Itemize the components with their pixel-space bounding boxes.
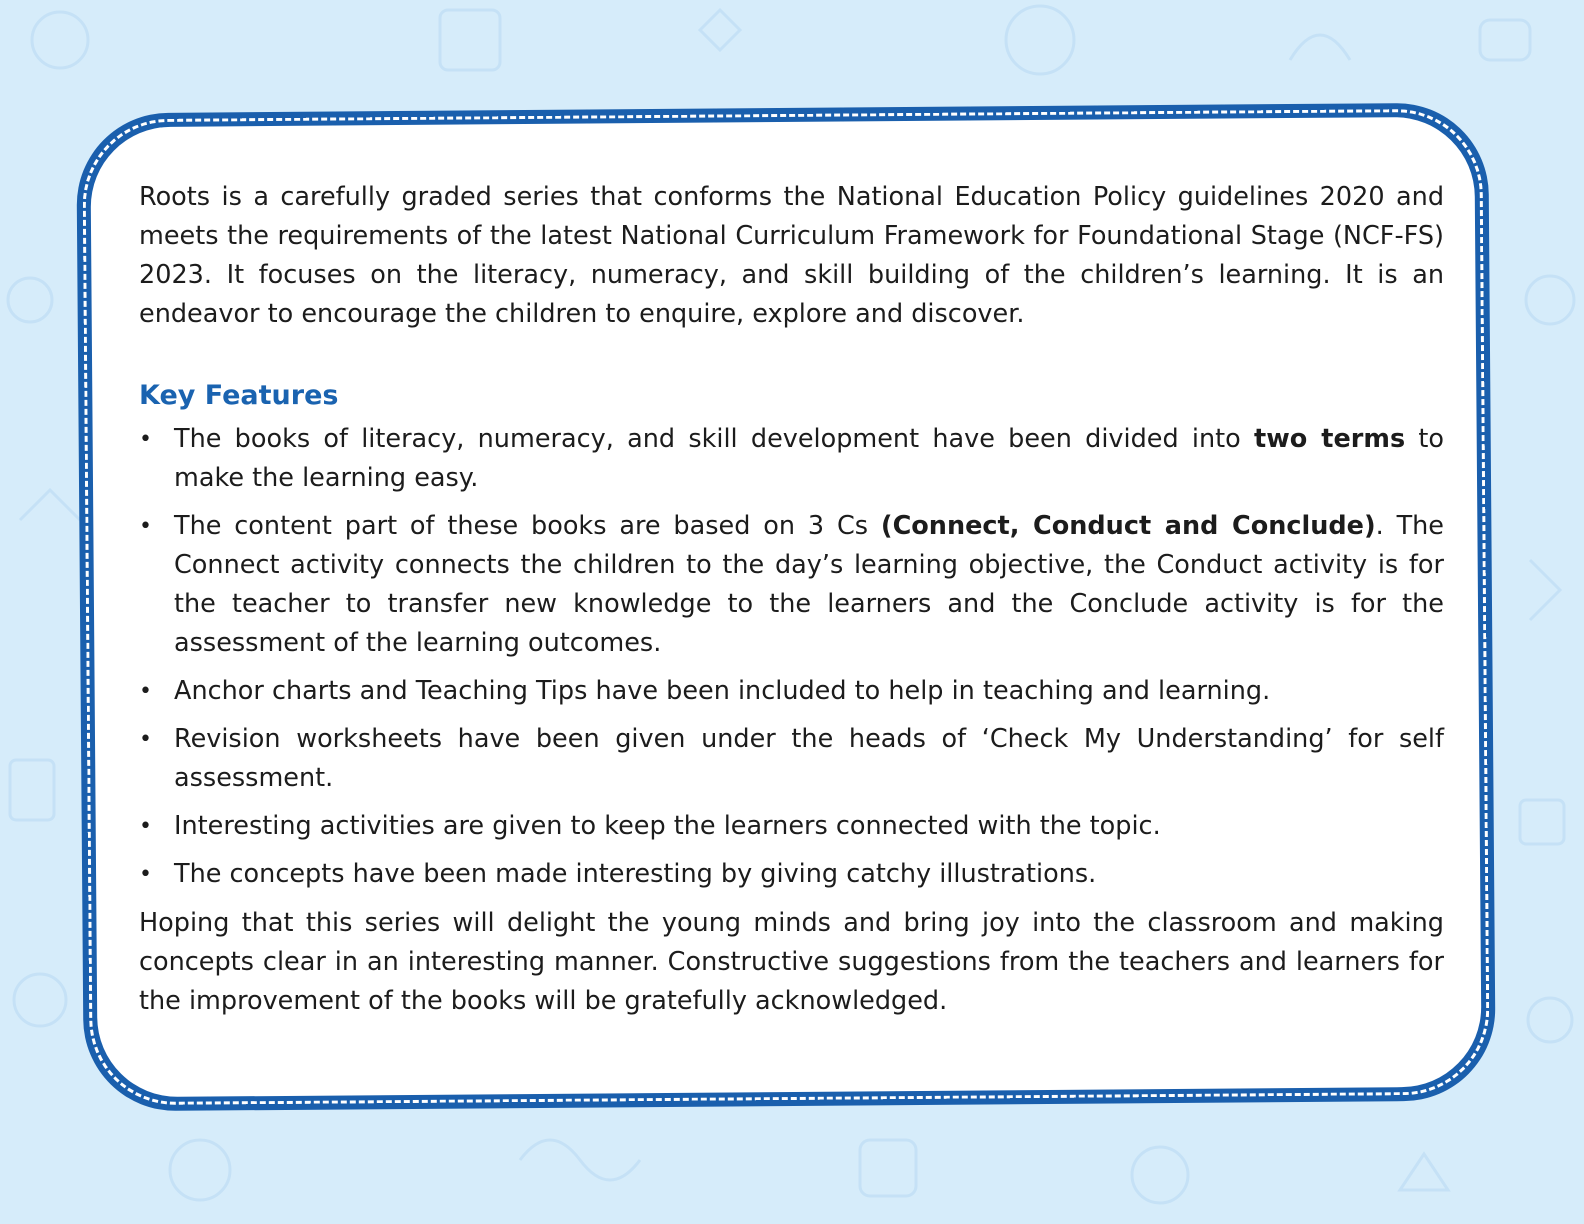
feature-item: • Anchor charts and Teaching Tips have been included to help in teaching and learning. <box>139 672 1444 711</box>
bullet-icon: • <box>139 427 152 452</box>
feature-item: • The content part of these books are based on 3 Cs (Connect, Conduct and Conclude). The Connect activity connects the children to the day’s learning objective, the Conduct activity is for the teacher to transfer new knowledge to the learners and the Conclude activity is for the assessment of the learning outcomes. <box>139 507 1444 663</box>
bullet-icon: • <box>139 727 152 752</box>
bullet-icon: • <box>139 514 152 539</box>
bullet-icon: • <box>139 814 152 839</box>
feature-item: • Interesting activities are given to keep the learners connected with the topic. <box>139 807 1444 846</box>
key-features-list <box>139 420 1444 894</box>
feature-item: • The books of literacy, numeracy, and skill development have been divided into two terms to make the learning easy. <box>139 420 1444 498</box>
intro-paragraph: Roots is a carefully graded series that conforms the National Education Policy guidelines 2020 and meets the requirements of the latest National Curriculum Framework for Foundational Stage (NCF-FS) 2023. It focuses on the literacy, numeracy, and skill building of the children’s learning. It is an endeavor to encourage the children to enquire, explore and discover. <box>139 182 1444 329</box>
bullet-icon: • <box>139 862 152 887</box>
card-content <box>139 178 1444 1021</box>
feature-item: • The concepts have been made interesting by giving catchy illustrations. <box>139 855 1444 894</box>
feature-emphasis: (Connect, Conduct and Conclude) <box>880 511 1376 541</box>
key-features-heading: Key Features <box>139 380 339 411</box>
feature-emphasis: two terms <box>1254 424 1406 454</box>
closing-paragraph: Hoping that this series will delight the young minds and bring joy into the classroom and making concepts clear in an interesting manner. Constructive suggestions from the teachers and learners for the improvement of the books will be gratefully acknowledged. <box>139 908 1444 1016</box>
feature-item: • Revision worksheets have been given under the heads of ‘Check My Understanding’ for self assessment. <box>139 720 1444 798</box>
bullet-icon: • <box>139 679 152 704</box>
